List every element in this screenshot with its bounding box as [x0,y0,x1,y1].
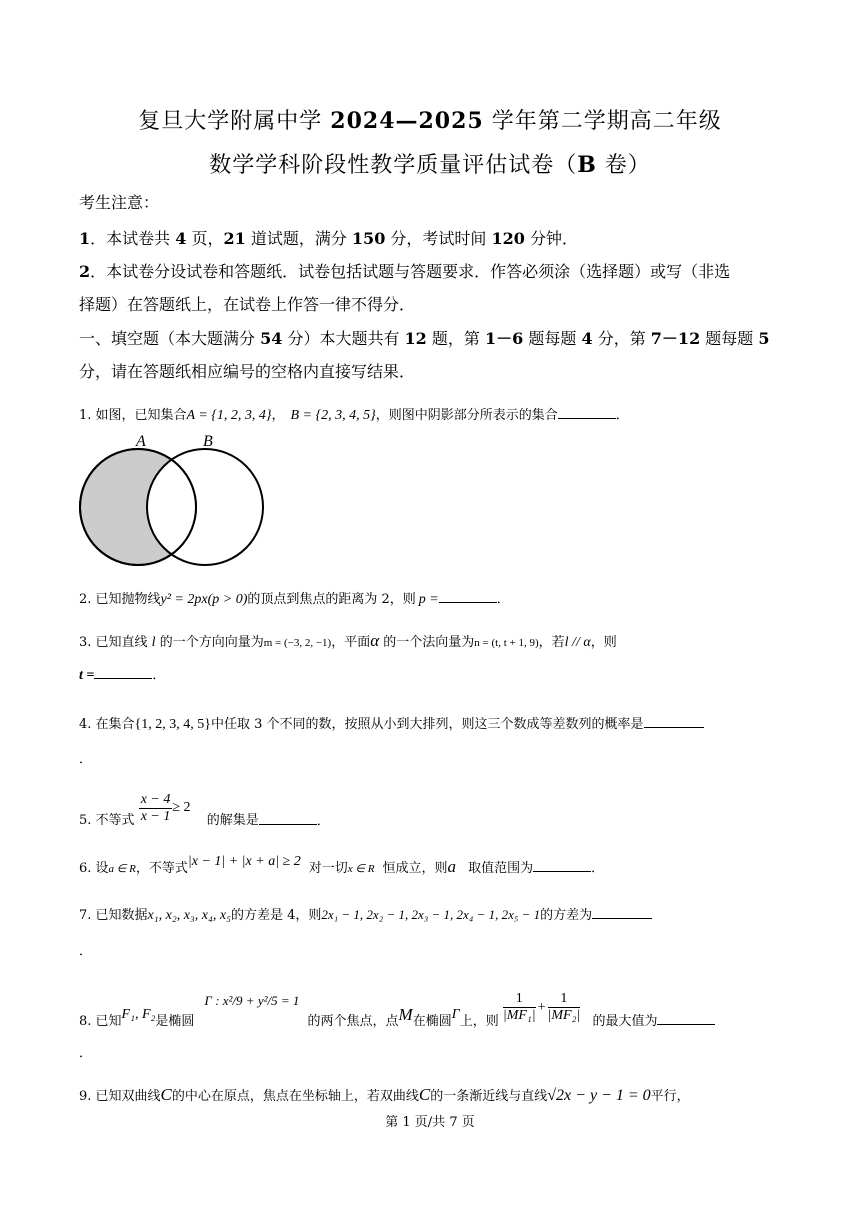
answer-blank-5[interactable] [259,812,317,825]
question-7: 7. 已知数据x₁, x₂, x₃, x₄, x₅的方差是 4，则2x₁ − 1, 2x₂ − 1, 2x₃ − 1, 2x₄ − 1, 2x₅ − 1的方差为 [79,906,652,925]
answer-blank-4[interactable] [644,715,704,728]
answer-blank-3[interactable] [94,666,152,679]
question-9: 9. 已知双曲线C的中心在原点，焦点在坐标轴上，若双曲线C的一条渐近线与直线√2x − y − 1 = 0平行， [79,1085,690,1104]
answer-blank-6[interactable] [533,859,591,872]
q8-fraction-2: $\frac{1}{\text{|MF₂|}}$ [547,991,581,1023]
answer-blank-8[interactable] [657,1012,715,1025]
notice-heading: 考生注意： [79,193,160,212]
notice-item-1: 1．本试卷共 4 页，21 道试题，满分 150 分，考试时间 120 分钟． [79,229,579,248]
question-6: 6. 设a ∈ R，不等式|x − 1| + |x + a| ≥ 2 对一切x ∈ R 恒成立，则a 取值范围为 ． [79,854,605,876]
venn-label-b: B [203,433,213,450]
venn-diagram [70,430,280,570]
page-number: 第 1 页/共 7 页 [385,1115,475,1130]
q8-fraction-1: $\frac{1}{\text{|MF₁|}}$ [502,991,536,1023]
exam-title-line2: 数学学科阶段性教学质量评估试卷（B 卷） [209,152,651,178]
question-1: 1. 如图，已知集合A = {1, 2, 3, 4}， B = {2, 3, 4, 5}，则图中阴影部分所表示的集合 ． [79,408,629,423]
answer-blank-2[interactable] [439,590,497,603]
question-3: 3. 已知直线 l 的一个方向向量为m = (−3, 2, −1)，平面α 的一个法向量为n = (t, t + 1, 9)，若l // α，则 [79,631,617,650]
question-8-end: ． [79,1046,93,1061]
notice-item-2: 2．本试卷分设试卷和答题纸．试卷包括试题与答题要求．作答必须涂（选择题）或写（非选 [79,262,731,281]
question-5: 5. 不等式 $\frac{x - 4}{x - 1}$ ≥ 2 的解集是 ． [79,791,330,829]
question-2: 2. 已知抛物线y² = 2px(p > 0)的顶点到焦点的距离为 2，则 p = ． [79,592,510,607]
question-4-end: ． [79,752,93,767]
exam-title-line1: 复旦大学附属中学 2024—2025 学年第二学期高二年级 [138,108,722,134]
question-8: 8. 已知F₁, F₂是椭圆 Γ : x²/9 + y²/5 = 1 的两个焦点，点M在椭圆Γ上，则 $\frac{1}{\text{|MF₁|}}$ + $\frac{1}{\text{|MF₂|}}$ 的最大值为 [79,984,715,1031]
question-4: 4. 在集合{1, 2, 3, 4, 5}中任取 3 个不同的数，按照从小到大排列，则这三个数成等差数列的概率是 [79,715,704,734]
notice-item-2-cont: 择题）在答题纸上，在试卷上作答一律不得分． [79,295,416,314]
venn-label-a: A [136,433,146,450]
q5-fraction: $\frac{x - 4}{x - 1}$ [140,791,171,824]
question-3-cont: t = ． [79,668,166,683]
answer-blank-7[interactable] [592,906,652,919]
answer-blank-1[interactable] [558,406,616,419]
section-1-heading-cont: 分，请在答题纸相应编号的空格内直接写结果． [79,362,416,381]
question-7-end: ． [79,944,93,959]
section-1-heading: 一、填空题（本大题满分 54 分）本大题共有 12 题，第 1－6 题每题 4 分，第 7－12 题每题 5 [79,329,770,348]
